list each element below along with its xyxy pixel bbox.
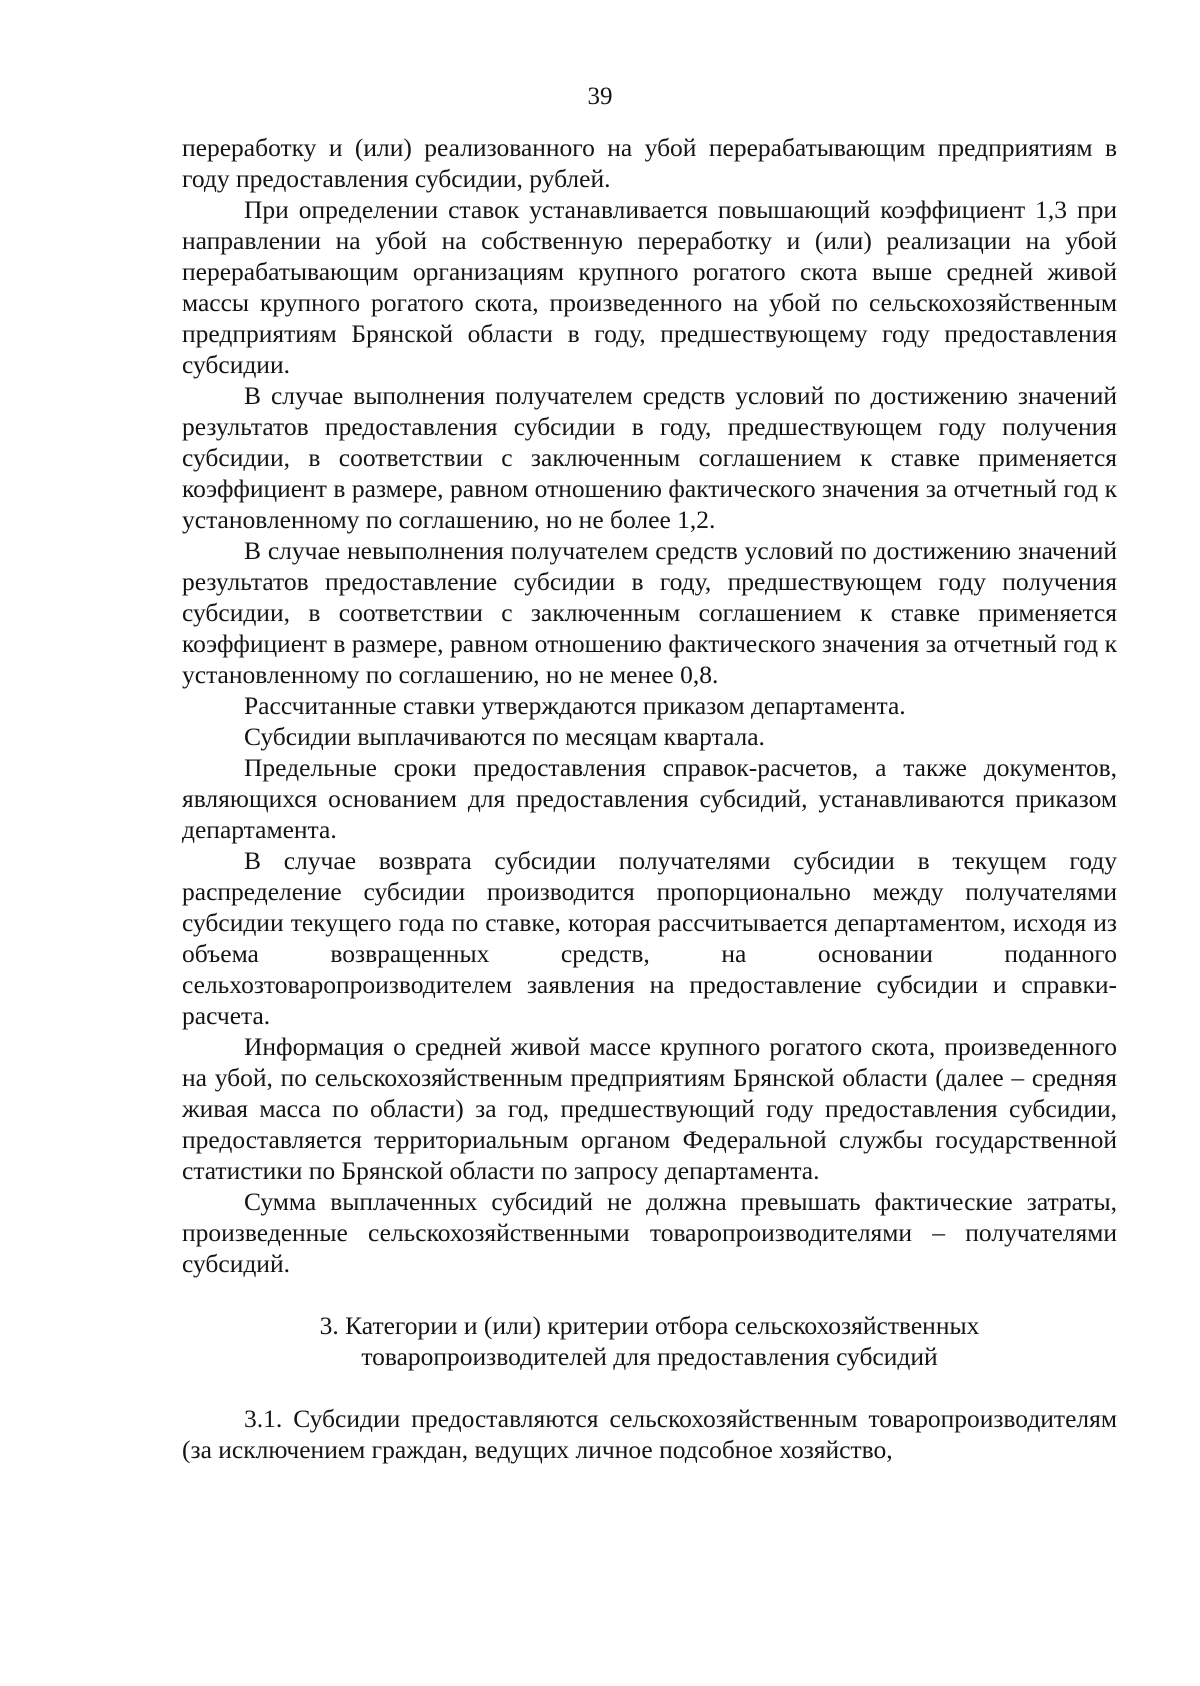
paragraph: Субсидии выплачиваются по месяцам квартала. [244,722,765,751]
paragraph: Сумма выплаченных субсидий не должна превышать фактические затраты, произведенные сельскохозяйственными товаропроизводителями – получателями субсидий. [182,1187,1117,1278]
paragraph: При определении ставок устанавливается повышающий коэффициент 1,3 при направлении на убой на собственную переработку и (или) реализации на убой перерабатывающим организациям крупного рогатого скота выше средней живой массы крупного рогатого скота, произведенного на убой по сельскохозяйственным предприятиям Брянской области в году, предшествующему году предоставления субсидии. [182,195,1117,379]
paragraph: 3.1. Субсидии предоставляются сельскохозяйственным товаропроизводителям (за исключением граждан, ведущих личное подсобное хозяйство, [182,1404,1117,1464]
paragraph: В случае выполнения получателем средств условий по достижению значений результатов предоставления субсидии в году, предшествующем году получения субсидии, в соответствии с заключенным соглашением к ставке применяется коэффициент в размере, равном отношению фактического значения за отчетный год к установленному по соглашению, но не более 1,2. [182,381,1117,534]
section-heading-line-1: 3. Категории и (или) критерии отбора сельскохозяйственных [319,1311,980,1340]
section-heading-line-2: товаропроизводителей для предоставления субсидий [361,1342,938,1371]
paragraph: Информация о средней живой массе крупного рогатого скота, произведенного на убой, по сельскохозяйственным предприятиям Брянской области (далее – средняя живая масса по области) за год, предшествующий году предоставления субсидии, предоставляется территориальным органом Федеральной службы государственной статистики по Брянской области по запросу департамента. [182,1032,1117,1185]
page-number: 39 [587,83,613,110]
paragraph: В случае невыполнения получателем средств условий по достижению значений результатов предоставление субсидии в году, предшествующем году получения субсидии, в соответствии с заключенным соглашением к ставке применяется коэффициент в размере, равном отношению фактического значения за отчетный год к установленному по соглашению, но не менее 0,8. [182,536,1117,689]
paragraphs-after-heading [182,1403,1117,1465]
paragraph: В случае возврата субсидии получателями субсидии в текущем году распределение субсидии производится пропорционально между получателями субсидии текущего года по ставке, которая рассчитывается департаментом, исходя из объема возвращенных средств, на основании поданного сельхозтоваропроизводителем заявления на предоставление субсидии и справки-расчета. [182,846,1117,1030]
document-body [182,132,1117,1465]
section-heading [182,1310,1117,1372]
paragraph: Предельные сроки предоставления справок-расчетов, а также документов, являющихся основанием для предоставления субсидий, устанавливаются приказом департамента. [182,753,1117,844]
paragraph: переработку и (или) реализованного на убой перерабатывающим предприятиям в году предоставления субсидии, рублей. [182,133,1117,193]
paragraph: Рассчитанные ставки утверждаются приказом департамента. [244,691,906,720]
paragraphs-before-heading [182,132,1117,1279]
